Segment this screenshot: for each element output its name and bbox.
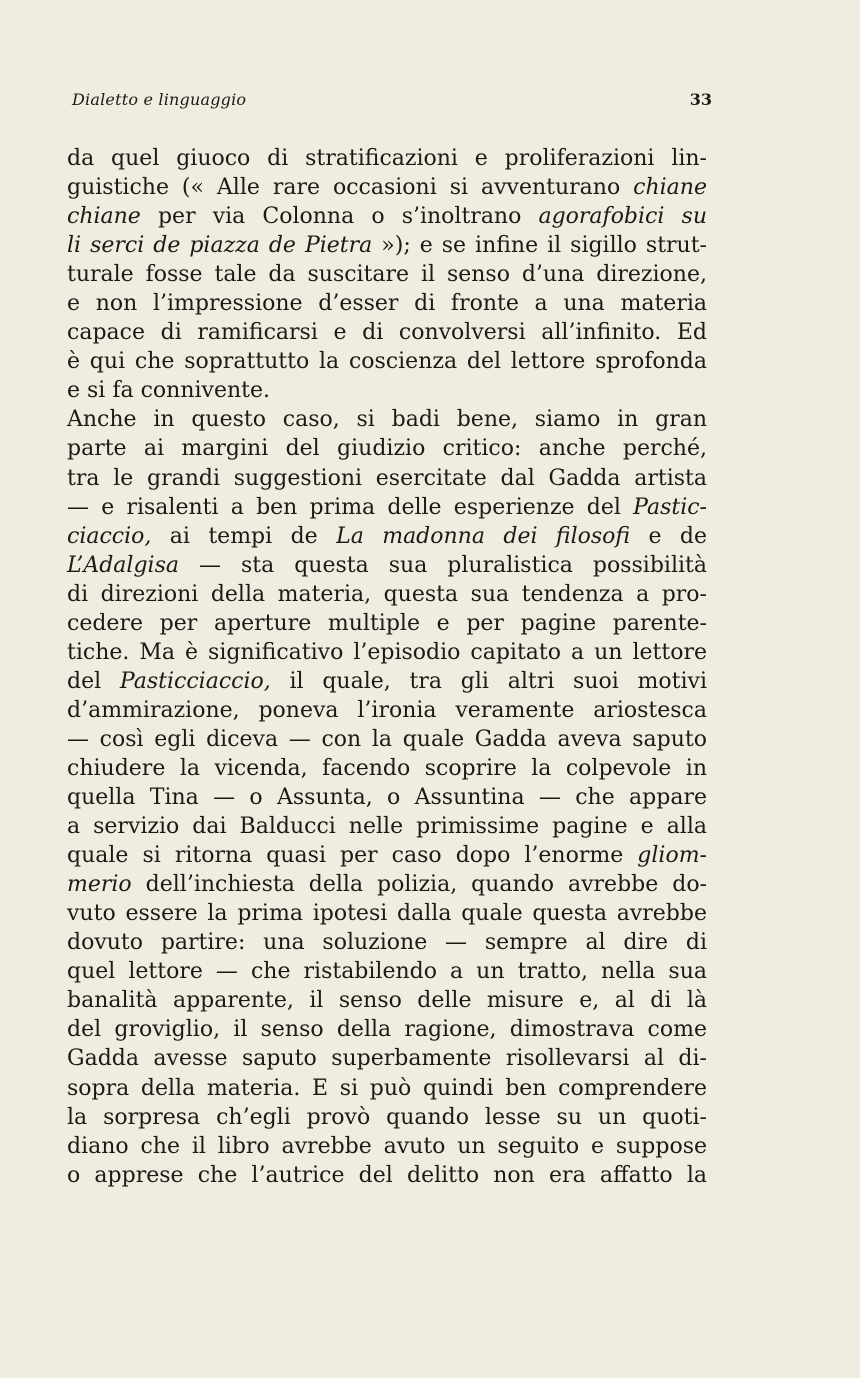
text-line: o apprese che l’autrice del delitto non era affatto la bbox=[67, 1162, 707, 1188]
text-line: del groviglio, il senso della ragione, dimostrava come bbox=[67, 1017, 707, 1043]
text-line: chiudere la vicenda, facendo scoprire la colpevole in bbox=[67, 755, 707, 781]
text-line: la sorpresa ch’egli provò quando lesse su un quoti- bbox=[67, 1104, 707, 1130]
text-line: li serci de piazza de Pietra »); e se infine il sigillo strut- bbox=[67, 233, 707, 259]
text-line: d’ammirazione, poneva l’ironia veramente ariostesca bbox=[67, 697, 707, 723]
text-line: cedere per aperture multiple e per pagine parente- bbox=[67, 610, 707, 636]
text-line: e non l’impressione d’esser di fronte a una materia bbox=[67, 291, 707, 317]
text-line: — e risalenti a ben prima delle esperienze del Pastic- bbox=[67, 494, 707, 520]
text-line: ciaccio, ai tempi de La madonna dei filosofi e de bbox=[67, 523, 707, 549]
text-line: capace di ramificarsi e di convolversi all’infinito. Ed bbox=[67, 320, 707, 346]
text-line: vuto essere la prima ipotesi dalla quale questa avrebbe bbox=[67, 901, 707, 927]
body-text bbox=[67, 144, 707, 1190]
text-line: tiche. Ma è significativo l’episodio capitato a un lettore bbox=[67, 639, 707, 665]
text-line: — così egli diceva — con la quale Gadda aveva saputo bbox=[67, 726, 707, 752]
text-line: del Pasticciaccio, il quale, tra gli altri suoi motivi bbox=[67, 668, 707, 694]
text-line: a servizio dai Balducci nelle primissime pagine e alla bbox=[67, 814, 707, 840]
text-line: quel lettore — che ristabilendo a un tratto, nella sua bbox=[67, 959, 707, 985]
text-line: Anche in questo caso, si badi bene, siamo in gran bbox=[67, 407, 707, 433]
text-line: tra le grandi suggestioni esercitate dal Gadda artista bbox=[67, 465, 707, 491]
text-line: Gadda avesse saputo superbamente risollevarsi al di- bbox=[67, 1046, 707, 1072]
text-line: L’Adalgisa — sta questa sua pluralistica possibilità bbox=[67, 552, 707, 578]
text-line: e si fa connivente. bbox=[67, 378, 270, 404]
page-header bbox=[72, 90, 712, 114]
text-line: da quel giuoco di stratificazioni e proliferazioni lin- bbox=[67, 146, 707, 171]
text-line: merio dell’inchiesta della polizia, quando avrebbe do- bbox=[67, 872, 707, 898]
text-line: chiane per via Colonna o s’inoltrano agorafobici su bbox=[67, 204, 707, 230]
text-line: quale si ritorna quasi per caso dopo l’enorme gliom- bbox=[67, 843, 707, 869]
text-line: sopra della materia. E si può quindi ben comprendere bbox=[67, 1075, 707, 1101]
running-head: Dialetto e linguaggio bbox=[72, 90, 247, 109]
page-number: 33 bbox=[689, 90, 712, 109]
text-line: quella Tina — o Assunta, o Assuntina — che appare bbox=[67, 785, 707, 811]
text-line: parte ai margini del giudizio critico: anche perché, bbox=[67, 436, 707, 462]
text-line: banalità apparente, il senso delle misure e, al di là bbox=[67, 988, 707, 1014]
text-line: guistiche (« Alle rare occasioni si avventurano chiane bbox=[67, 175, 707, 201]
text-line: è qui che soprattutto la coscienza del lettore sprofonda bbox=[67, 349, 707, 375]
text-line: turale fosse tale da suscitare il senso d’una direzione, bbox=[67, 262, 707, 288]
text-line: diano che il libro avrebbe avuto un seguito e suppose bbox=[67, 1133, 707, 1159]
text-line: di direzioni della materia, questa sua tendenza a pro- bbox=[67, 581, 707, 607]
text-line: dovuto partire: una soluzione — sempre al dire di bbox=[67, 930, 707, 956]
